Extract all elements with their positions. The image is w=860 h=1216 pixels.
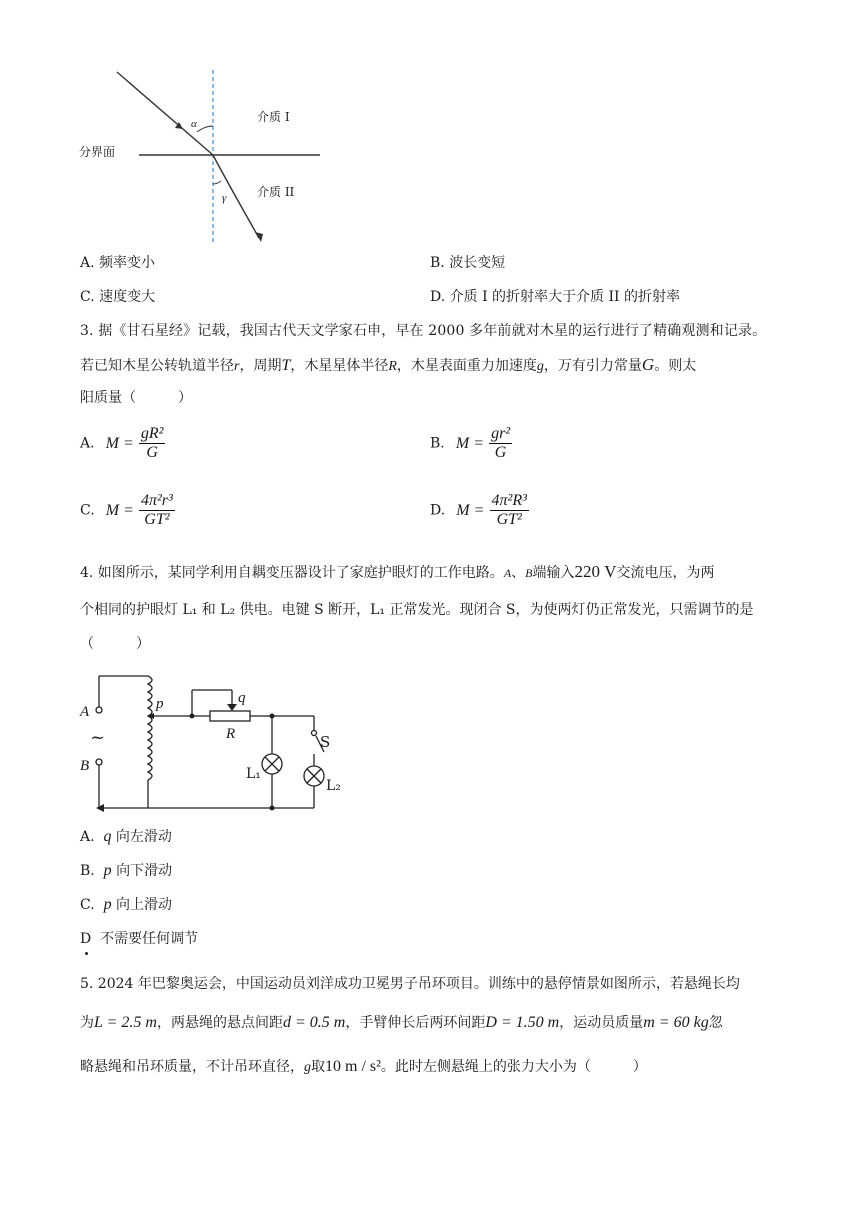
q5-line-1: 5. 2024 年巴黎奥运会，中国运动员刘洋成功卫冕男子吊环项目。训练中的悬停情景如图所示，若悬绳长均	[80, 976, 740, 992]
q2-option-a[interactable]: A. 频率变小	[80, 255, 156, 271]
q3-line-3: 阳质量（ ）	[80, 390, 192, 406]
label-interface: 分界面	[79, 145, 116, 159]
circuit-label-l1: L₁	[246, 766, 261, 782]
q3-option-d[interactable]: D. M = $\frac{\text{4π²R³}}{\text{GT²}}$	[430, 492, 527, 528]
q3-option-d-fraction: $\frac{\text{4π²R³}}{\text{GT²}}$	[491, 492, 527, 528]
q3-option-c-fraction: $\frac{\text{4π²r³}}{\text{GT²}}$	[140, 492, 173, 528]
terminal-a	[96, 707, 102, 713]
q4-line-2: 个相同的护眼灯 L₁ 和 L₂ 供电。电键 S 断开，L₁ 正常发光。现闭合 S，为使两灯仍正常发光，只需调节的是	[80, 602, 754, 618]
alpha-arc	[197, 126, 213, 132]
q3-option-a-fraction: $\frac{\text{gR²}}{G}$	[140, 425, 164, 461]
q4-option-b[interactable]: B. p 向下滑动	[80, 862, 173, 879]
q3-option-b-fraction: $\frac{\text{gr²}}{G}$	[491, 425, 511, 461]
q2-option-c[interactable]: C. 速度变大	[80, 289, 156, 305]
refracted-ray	[213, 155, 259, 238]
circuit-label-tilde: ~	[90, 727, 106, 748]
bottom-arrow	[96, 804, 104, 812]
circuit-figure	[76, 666, 356, 816]
q3-option-a[interactable]: A. M = $\frac{\text{gR²}}{G}$	[80, 425, 164, 461]
circuit-label-q: q	[238, 690, 246, 706]
q4-option-a[interactable]: A. q 向左滑动	[80, 828, 172, 845]
switch-s-contact	[312, 731, 317, 736]
q5-line-2: 为L = 2.5 m，两悬绳的悬点间距d = 0.5 m，手臂伸长后两环间距D = 1.50 m，运动员质量m = 60 kg忽	[80, 1014, 723, 1031]
label-gamma: γ	[222, 192, 227, 204]
terminal-b	[96, 759, 102, 765]
q4-option-d[interactable]: D 不需要任何调节	[80, 931, 199, 947]
q2-option-b[interactable]: B. 波长变短	[430, 255, 506, 271]
slider-arrow	[227, 704, 237, 711]
q3-line-2: 若已知木星公转轨道半径r，周期T，木星星体半径R，木星表面重力加速度g，万有引力常量G。则太	[80, 355, 697, 374]
q3-line-1: 3. 据《甘石星经》记载，我国古代天文学家石申，早在 2000 多年前就对木星的运行进行了精确观测和记录。	[80, 323, 767, 339]
circuit-label-l2: L₂	[326, 778, 341, 794]
circuit-label-s: S	[320, 733, 331, 751]
incident-ray	[117, 72, 213, 155]
q4-option-c[interactable]: C. p 向上滑动	[80, 896, 173, 913]
q4-line-1: 4. 如图所示，某同学利用自耦变压器设计了家庭护眼灯的工作电路。A、B端输入220 V交流电压，为两	[80, 562, 715, 581]
circuit-label-a: A	[80, 704, 90, 720]
q3-option-c[interactable]: C. M = $\frac{\text{4π²r³}}{\text{GT²}}$	[80, 492, 173, 528]
q4-option-d-dot	[85, 952, 88, 955]
rheostat-r	[210, 711, 250, 721]
q3-option-b[interactable]: B. M = $\frac{\text{gr²}}{G}$	[430, 425, 511, 461]
circuit-label-p: p	[156, 696, 164, 712]
gamma-arc	[213, 181, 221, 184]
refracted-arrow	[255, 232, 263, 242]
q5-line-3: 略悬绳和吊环质量，不计吊环直径，g取10 m / s²。此时左侧悬绳上的张力大小为（ ）	[80, 1058, 647, 1075]
coil	[148, 676, 152, 780]
q2-option-d[interactable]: D. 介质 I 的折射率大于介质 II 的折射率	[430, 289, 681, 305]
circuit-diagram	[76, 666, 356, 816]
circuit-label-r: R	[226, 726, 236, 742]
label-alpha: α	[191, 118, 197, 130]
q4-line-3: （ ）	[80, 636, 150, 652]
circuit-label-b: B	[80, 758, 90, 774]
label-medium-2: 介质 II	[257, 185, 295, 199]
refraction-figure	[75, 60, 335, 250]
label-medium-1: 介质 I	[257, 110, 290, 124]
